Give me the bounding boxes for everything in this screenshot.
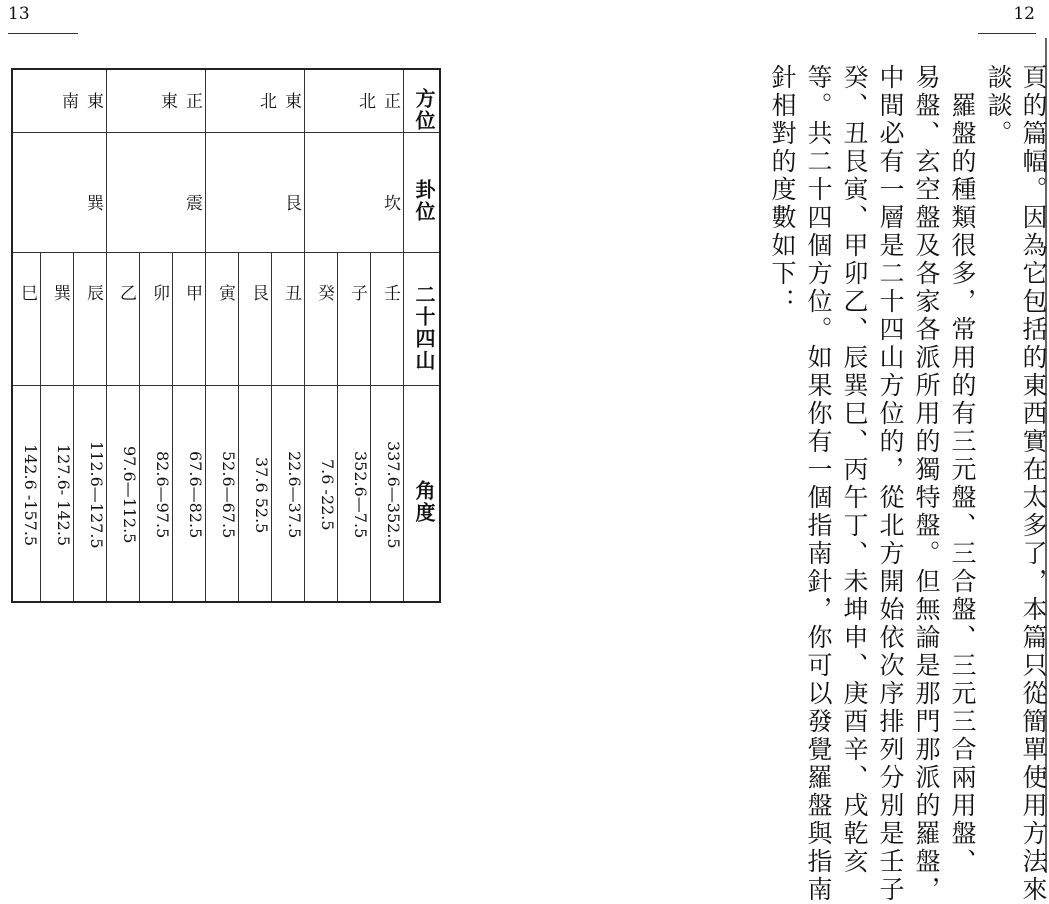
mountain-cell: 巳: [17, 283, 37, 301]
mountain-cell: 丑: [281, 283, 301, 301]
text-column: 中間必有一層是二十四山方位的，從北方開始依次序排列分別是壬子: [876, 64, 905, 904]
text-column: 頁的篇幅。因為它包括的東西實在太多了，本篇只從簡單使用方法來: [1019, 64, 1048, 904]
left-page-number: 13: [8, 4, 30, 24]
degree-cell: 352.6—7.5: [351, 451, 370, 539]
text-column: 癸、丑艮寅、甲卯乙、辰巽巳、丙午丁、未坤申、庚酉辛、戌乾亥: [840, 64, 869, 876]
text-column: 易盤、玄空盤及各家各派所用的獨特盤。但無論是那門那派的羅盤，: [912, 64, 941, 904]
degree-cell: 52.6—67.5: [219, 451, 238, 539]
mountain-cell: 癸: [314, 283, 334, 301]
degree-cell: 67.6—82.5: [186, 451, 205, 539]
mountain-cell: 辰: [83, 283, 103, 301]
trigram-cell: 坎: [380, 193, 400, 211]
direction-cell: 東南: [58, 92, 103, 113]
table-header-cell: 角度: [412, 480, 436, 524]
mountain-cell: 乙: [116, 283, 136, 301]
text-column: 談談。: [984, 64, 1013, 148]
degree-cell: 7.6 -22.5: [318, 459, 337, 531]
mountain-cell: 壬: [380, 283, 400, 301]
text-column: 羅盤的種類很多，常用的有三元盤、三合盤、三元三合兩用盤、: [948, 64, 977, 876]
table-row-divider: [13, 132, 439, 133]
right-header-rule: [978, 33, 1036, 34]
degree-cell: 337.6—352.5: [384, 441, 403, 549]
trigram-cell: 震: [182, 193, 202, 211]
trigram-cell: 艮: [281, 193, 301, 211]
degree-cell: 22.6—37.5: [285, 451, 304, 539]
mountain-cell: 子: [347, 283, 367, 301]
table-header-cell: 方位: [412, 88, 436, 132]
degree-cell: 112.6—127.5: [87, 441, 106, 549]
compass-degree-table: [11, 68, 441, 603]
table-row-divider: [13, 385, 439, 386]
direction-cell: 正北: [355, 92, 400, 113]
table-header-cell: 卦位: [412, 179, 436, 223]
mountain-cell: 巽: [50, 283, 70, 301]
degree-cell: 97.6—112.5: [120, 446, 139, 544]
trigram-cell: 巽: [83, 193, 103, 211]
text-column: 等。共二十四個方位。如果你有一個指南針，你可以發覺羅盤與指南: [804, 64, 833, 904]
mountain-cell: 寅: [215, 283, 235, 301]
mountain-cell: 卯: [149, 283, 169, 301]
right-page-number: 12: [1013, 4, 1035, 24]
table-header-cell: 二十四山: [412, 283, 436, 372]
degree-cell: 142.6 -157.5: [21, 443, 40, 547]
degree-cell: 127.6- 142.5: [54, 443, 73, 547]
mountain-cell: 艮: [248, 283, 268, 301]
mountain-cell: 甲: [182, 283, 202, 301]
left-header-rule: [8, 33, 78, 34]
direction-cell: 東北: [256, 92, 301, 113]
direction-cell: 正東: [157, 92, 202, 113]
text-column: 針相對的度數如下：: [768, 64, 797, 316]
degree-cell: 82.6—97.5: [153, 451, 172, 539]
table-row-divider: [13, 252, 439, 253]
degree-cell: 37.6 52.5: [252, 456, 271, 534]
